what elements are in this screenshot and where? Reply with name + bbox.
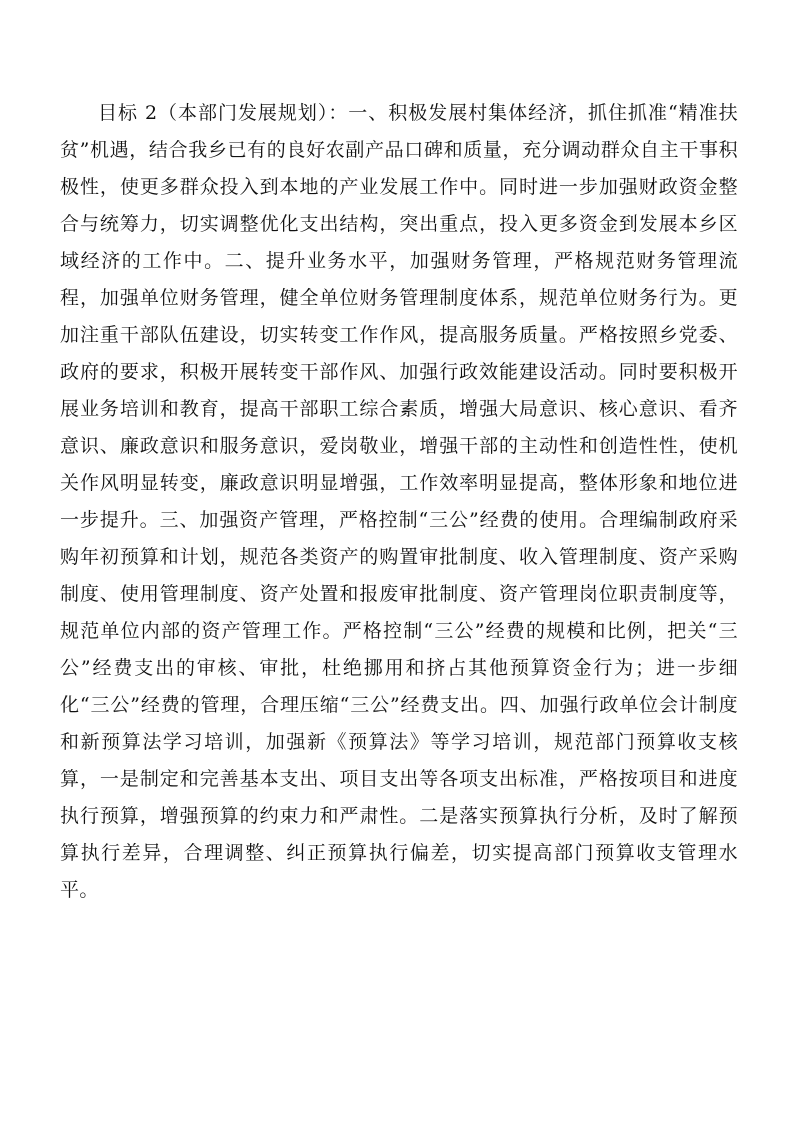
body-paragraph: 目标 2（本部门发展规划）：一、积极发展村集体经济，抓住抓准“精准扶贫”机遇，结合我乡已有的良好农副产品口碑和质量，充分调动群众自主干事积极性，使更多群众投入到本地的产业发展工作中。同时进一步加强财政资金整合与统筹力，切实调整优化支出结构，突出重点，投入更多资金到发展本乡区域经济的工作中。二、提升业务水平，加强财务管理，严格规范财务管理流程，加强单位财务管理，健全单位财务管理制度体系，规范单位财务行为。更加注重干部队伍建设，切实转变工作作风，提高服务质量。严格按照乡党委、政府的要求，积极开展转变干部作风、加强行政效能建设活动。同时要积极开展业务培训和教育，提高干部职工综合素质，增强大局意识、核心意识、看齐意识、廉政意识和服务意识，爱岗敬业，增强干部的主动性和创造性性，使机关作风明显转变，廉政意识明显增强，工作效率明显提高，整体形象和地位进一步提升。三、加强资产管理，严格控制“三公”经费的使用。合理编制政府采购年初预算和计划，规范各类资产的购置审批制度、收入管理制度、资产采购制度、使用管理制度、资产处置和报废审批制度、资产管理岗位职责制度等，规范单位内部的资产管理工作。严格控制“三公”经费的规模和比例，把关“三公”经费支出的审核、审批，杜绝挪用和挤占其他预算资金行为；进一步细化“三公”经费的管理，合理压缩“三公”经费支出。四、加强行政单位会计制度和新预算法学习培训，加强新《预算法》等学习培训，规范部门预算收支核算，一是制定和完善基本支出、项目支出等各项支出标准，严格按项目和进度执行预算，增强预算的约束力和严肃性。二是落实预算执行分析，及时了解预算执行差异，合理调整、纠正预算执行偏差，切实提高部门预算收支管理水平。 — [60, 102, 738, 901]
